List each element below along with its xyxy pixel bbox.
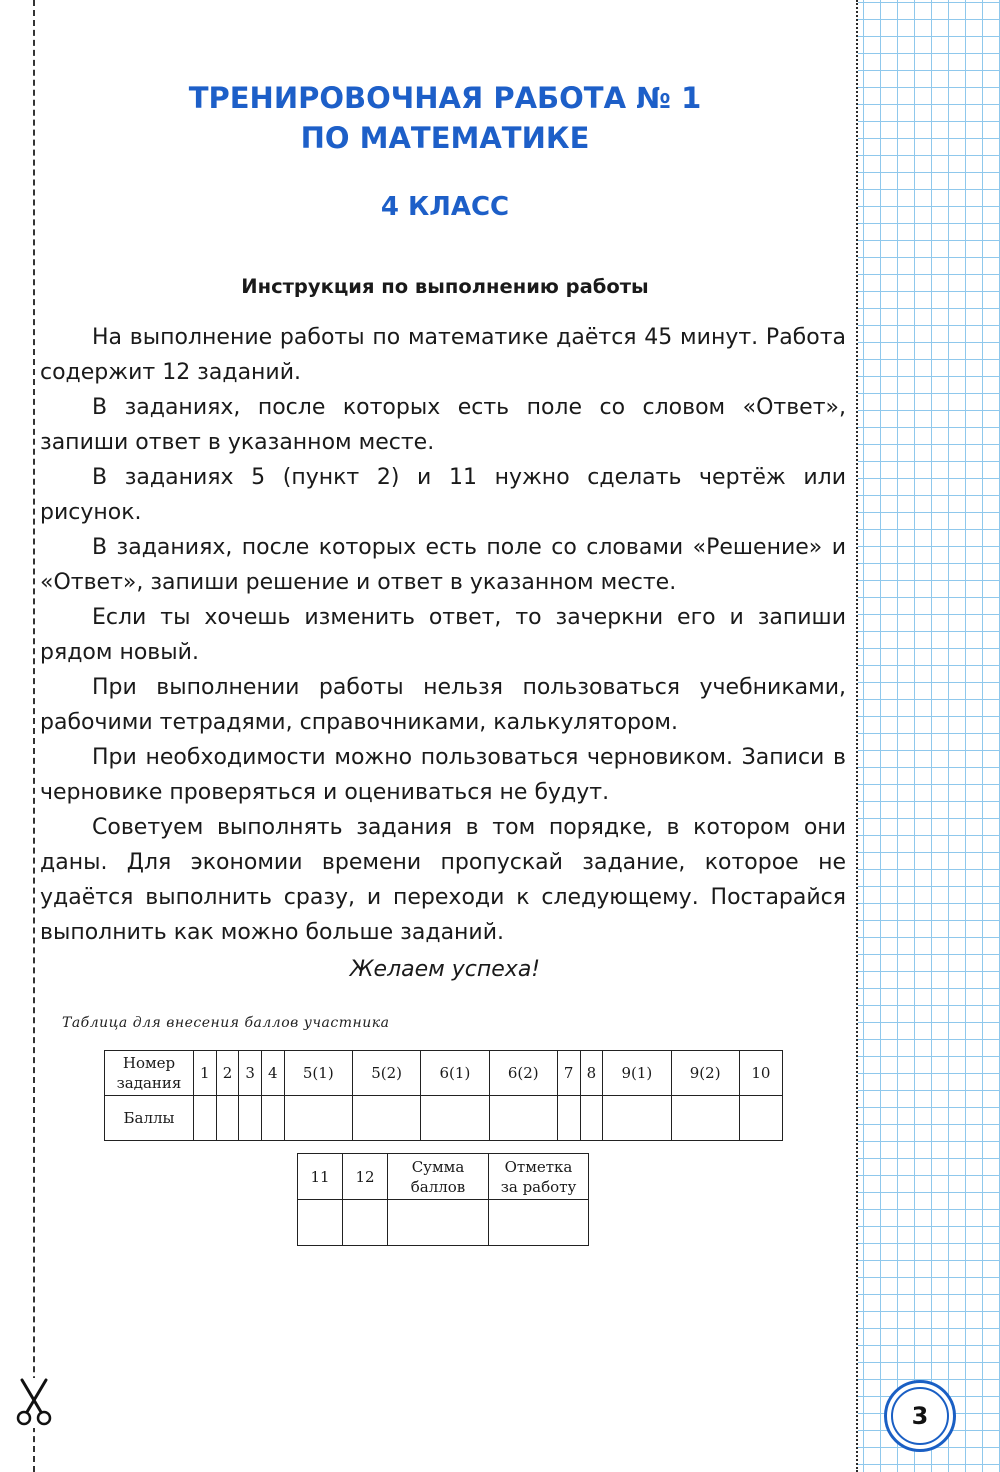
cut-line [33, 0, 35, 1472]
summary-score-row [298, 1200, 589, 1246]
instruction-paragraph: В заданиях, после которых есть поле со словом «Ответ», запиши ответ в указанном месте. [40, 395, 846, 455]
task-number-cell: 12 [343, 1154, 388, 1200]
perforation-line [856, 0, 858, 1472]
instruction-paragraph: На выполнение работы по математике даётся 45 минут. Работа содержит 12 заданий. [40, 325, 846, 385]
task-number-cell: 9(2) [671, 1051, 739, 1096]
score-cell[interactable] [580, 1096, 603, 1141]
instructions-body [40, 320, 846, 950]
instructions-heading: Инструкция по выполнению работы [241, 275, 649, 298]
task-number-cell: 7 [557, 1051, 580, 1096]
score-cell[interactable] [421, 1096, 489, 1141]
score-table-main [104, 1050, 783, 1141]
good-luck-wish: Желаем успеха! [349, 957, 541, 982]
score-table-summary [297, 1153, 589, 1246]
task-number-cell: 11 [298, 1154, 343, 1200]
total-score-header [388, 1154, 489, 1200]
task-number-cell: 6(1) [421, 1051, 489, 1096]
score-cell[interactable] [239, 1096, 262, 1141]
scissors-icon [14, 1378, 54, 1428]
summary-header-row [298, 1154, 589, 1200]
score-row [105, 1096, 783, 1141]
instruction-paragraph: Советуем выполнять задания в том порядке, в котором они даны. Для экономии времени пропускай задание, которое не удаётся выполнить сразу, и переходи к следующему. Постарайся выполнить как можно больше заданий. [40, 815, 846, 945]
score-row-header: Баллы [105, 1096, 194, 1141]
page-number: 3 [911, 1402, 929, 1430]
score-cell[interactable] [352, 1096, 420, 1141]
instruction-paragraph: В заданиях 5 (пункт 2) и 11 нужно сделать чертёж или рисунок. [40, 465, 846, 525]
total-score-cell[interactable] [388, 1200, 489, 1246]
score-cell[interactable] [603, 1096, 671, 1141]
task-number-header-line-1: Номер [122, 1054, 176, 1072]
task-number-header-line-2: задания [116, 1074, 182, 1092]
score-cell[interactable] [557, 1096, 580, 1141]
grade-mark-header [489, 1154, 589, 1200]
task-number-cell: 10 [739, 1051, 782, 1096]
task-number-cell: 6(2) [489, 1051, 557, 1096]
grade-mark-header-line-2: за работу [500, 1177, 577, 1196]
graph-paper-margin [858, 0, 1000, 1472]
total-score-header-line-1: Сумма [411, 1157, 465, 1176]
score-cell[interactable] [216, 1096, 239, 1141]
score-cell[interactable] [739, 1096, 782, 1141]
score-cell[interactable] [284, 1096, 352, 1141]
score-cell[interactable] [343, 1200, 388, 1246]
instruction-paragraph: Если ты хочешь изменить ответ, то зачеркни его и запиши рядом новый. [40, 605, 846, 665]
score-cell[interactable] [671, 1096, 739, 1141]
page-title-line-1: ТРЕНИРОВОЧНАЯ РАБОТА № 1 [188, 81, 702, 115]
instruction-paragraph: При выполнении работы нельзя пользоваться учебниками, рабочими тетрадями, справочниками, калькулятором. [40, 675, 846, 735]
page-title-line-2: ПО МАТЕМАТИКЕ [300, 121, 590, 155]
score-cell[interactable] [298, 1200, 343, 1246]
grade-label: 4 КЛАСС [380, 192, 510, 222]
task-number-cell: 9(1) [603, 1051, 671, 1096]
score-cell[interactable] [261, 1096, 284, 1141]
score-cell[interactable] [194, 1096, 217, 1141]
task-number-cell: 8 [580, 1051, 603, 1096]
score-table-caption: Таблица для внесения баллов участника [62, 1015, 390, 1031]
task-number-row [105, 1051, 783, 1096]
page-number-badge [884, 1380, 956, 1452]
instruction-paragraph: В заданиях, после которых есть поле со словами «Решение» и «Ответ», запиши решение и ответ в указанном месте. [40, 535, 846, 595]
task-number-cell: 3 [239, 1051, 262, 1096]
grade-mark-cell[interactable] [489, 1200, 589, 1246]
grade-mark-header-line-1: Отметка [504, 1157, 573, 1176]
task-number-header [105, 1051, 194, 1096]
task-number-cell: 2 [216, 1051, 239, 1096]
total-score-header-line-2: баллов [410, 1177, 466, 1196]
task-number-cell: 5(2) [352, 1051, 420, 1096]
task-number-cell: 1 [194, 1051, 217, 1096]
instruction-paragraph: При необходимости можно пользоваться черновиком. Записи в черновике проверяться и оцениваться не будут. [40, 745, 846, 805]
score-cell[interactable] [489, 1096, 557, 1141]
task-number-cell: 4 [261, 1051, 284, 1096]
task-number-cell: 5(1) [284, 1051, 352, 1096]
